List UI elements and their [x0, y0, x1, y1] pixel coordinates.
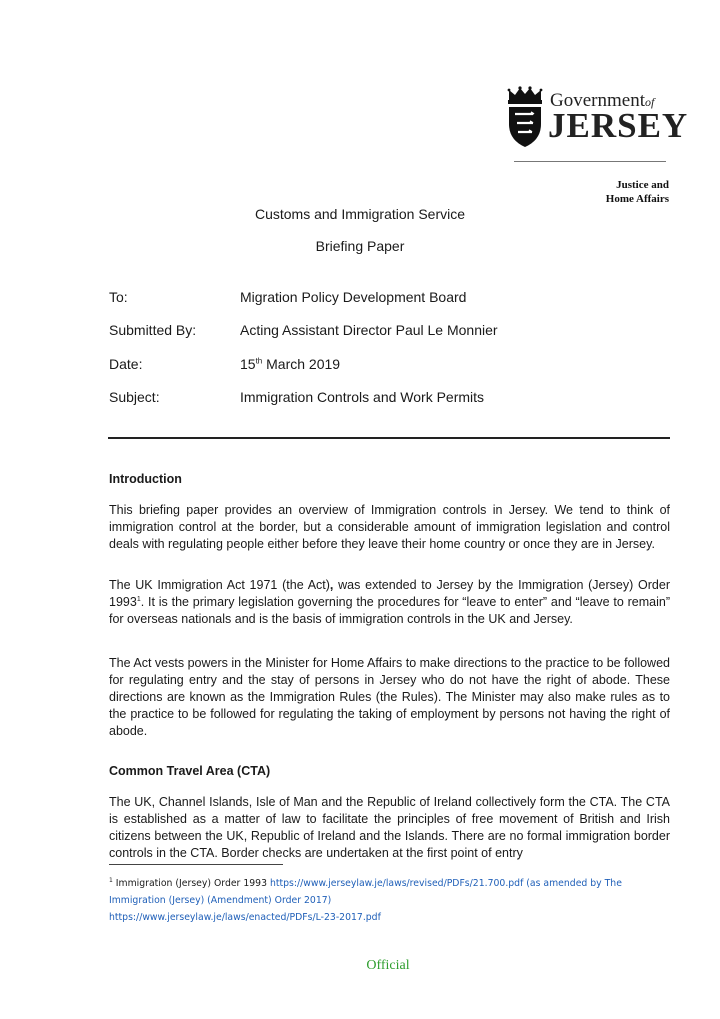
date-label: Date:	[109, 356, 143, 372]
coat-of-arms-icon	[505, 86, 545, 148]
to-label: To:	[109, 289, 128, 305]
classification-marking: Official	[366, 958, 410, 973]
introduction-heading: Introduction	[109, 472, 182, 486]
department-name: Justice and Home Affairs	[605, 179, 669, 205]
cta-paragraph-1: The UK, Channel Islands, Isle of Man and the Republic of Ireland collectively form the CTA. The CTA is established as a matter of law to facilitate the principles of free movement of British and Irish citizens between the UK, Republic of Ireland and the Islands. There are no formal immigration border controls in the CTA. Border checks are undertaken at the first point of entry	[109, 795, 670, 860]
footnote: $^1$ Immigration (Jersey) Order 1993 https://www.jerseylaw.je/laws/revised/PDFs/21.700.pdf (as amended by The Immigration (Jersey) (Amendment) Order 2017) https://www.jerseylaw.je/laws/enacted/PDFs/L-23-2017.pdf	[109, 877, 622, 924]
subject-value: Immigration Controls and Work Permits	[240, 389, 485, 405]
footnote-divider	[109, 864, 283, 865]
submitted-by-value: Acting Assistant Director Paul Le Monnier	[240, 322, 498, 338]
submitted-by-label: Submitted By:	[109, 322, 197, 338]
introduction-paragraph-2: The UK Immigration Act 1971 (the Act), was extended to Jersey by the Immigration (Jersey) Order 1993$^1$. It is the primary legislation governing the procedures for “leave to enter” and “leave to remain” for overseas nationals and is the basis of immigration controls in the UK and Jersey.	[109, 578, 670, 626]
cta-heading: Common Travel Area (CTA)	[109, 764, 271, 778]
introduction-paragraph-3: The Act vests powers in the Minister for Home Affairs to make directions to the practice to be followed for regulating entry and the stay of persons in Jersey who do not have the right of abode. These directions are known as the Immigration Rules (the Rules). The Minister may also make rules as to the practice to be followed for regulating the taking of employment by persons not having the right of abode.	[109, 656, 670, 738]
subject-label: Subject:	[109, 389, 160, 405]
logo-government-text: Governmentof	[550, 90, 655, 111]
footnote-link-order-1993[interactable]: https://www.jerseylaw.je/laws/revised/PDFs/21.700.pdf (as amended by The Immigration (Jersey) (Amendment) Order 2017)	[109, 878, 622, 907]
service-title: Customs and Immigration Service	[254, 206, 466, 222]
logo-jersey-text: JERSEY	[548, 106, 689, 145]
introduction-paragraph-1: This briefing paper provides an overview of Immigration controls in Jersey. We tend to think of immigration control at the border, but a considerable amount of immigration legislation and control deals with regulating people either before they leave their home country or once they are in Jersey.	[109, 503, 670, 551]
footnote-reference: 1	[136, 595, 141, 603]
document-type: Briefing Paper	[315, 238, 405, 254]
government-of-jersey-logo	[505, 86, 689, 150]
to-value: Migration Policy Development Board	[240, 289, 467, 305]
date-value: 15th March 2019	[240, 356, 341, 372]
footnote-link-l-23-2017[interactable]: https://www.jerseylaw.je/laws/enacted/PDFs/L-23-2017.pdf	[109, 912, 381, 924]
header-divider	[108, 437, 670, 439]
logo-divider	[514, 161, 666, 162]
